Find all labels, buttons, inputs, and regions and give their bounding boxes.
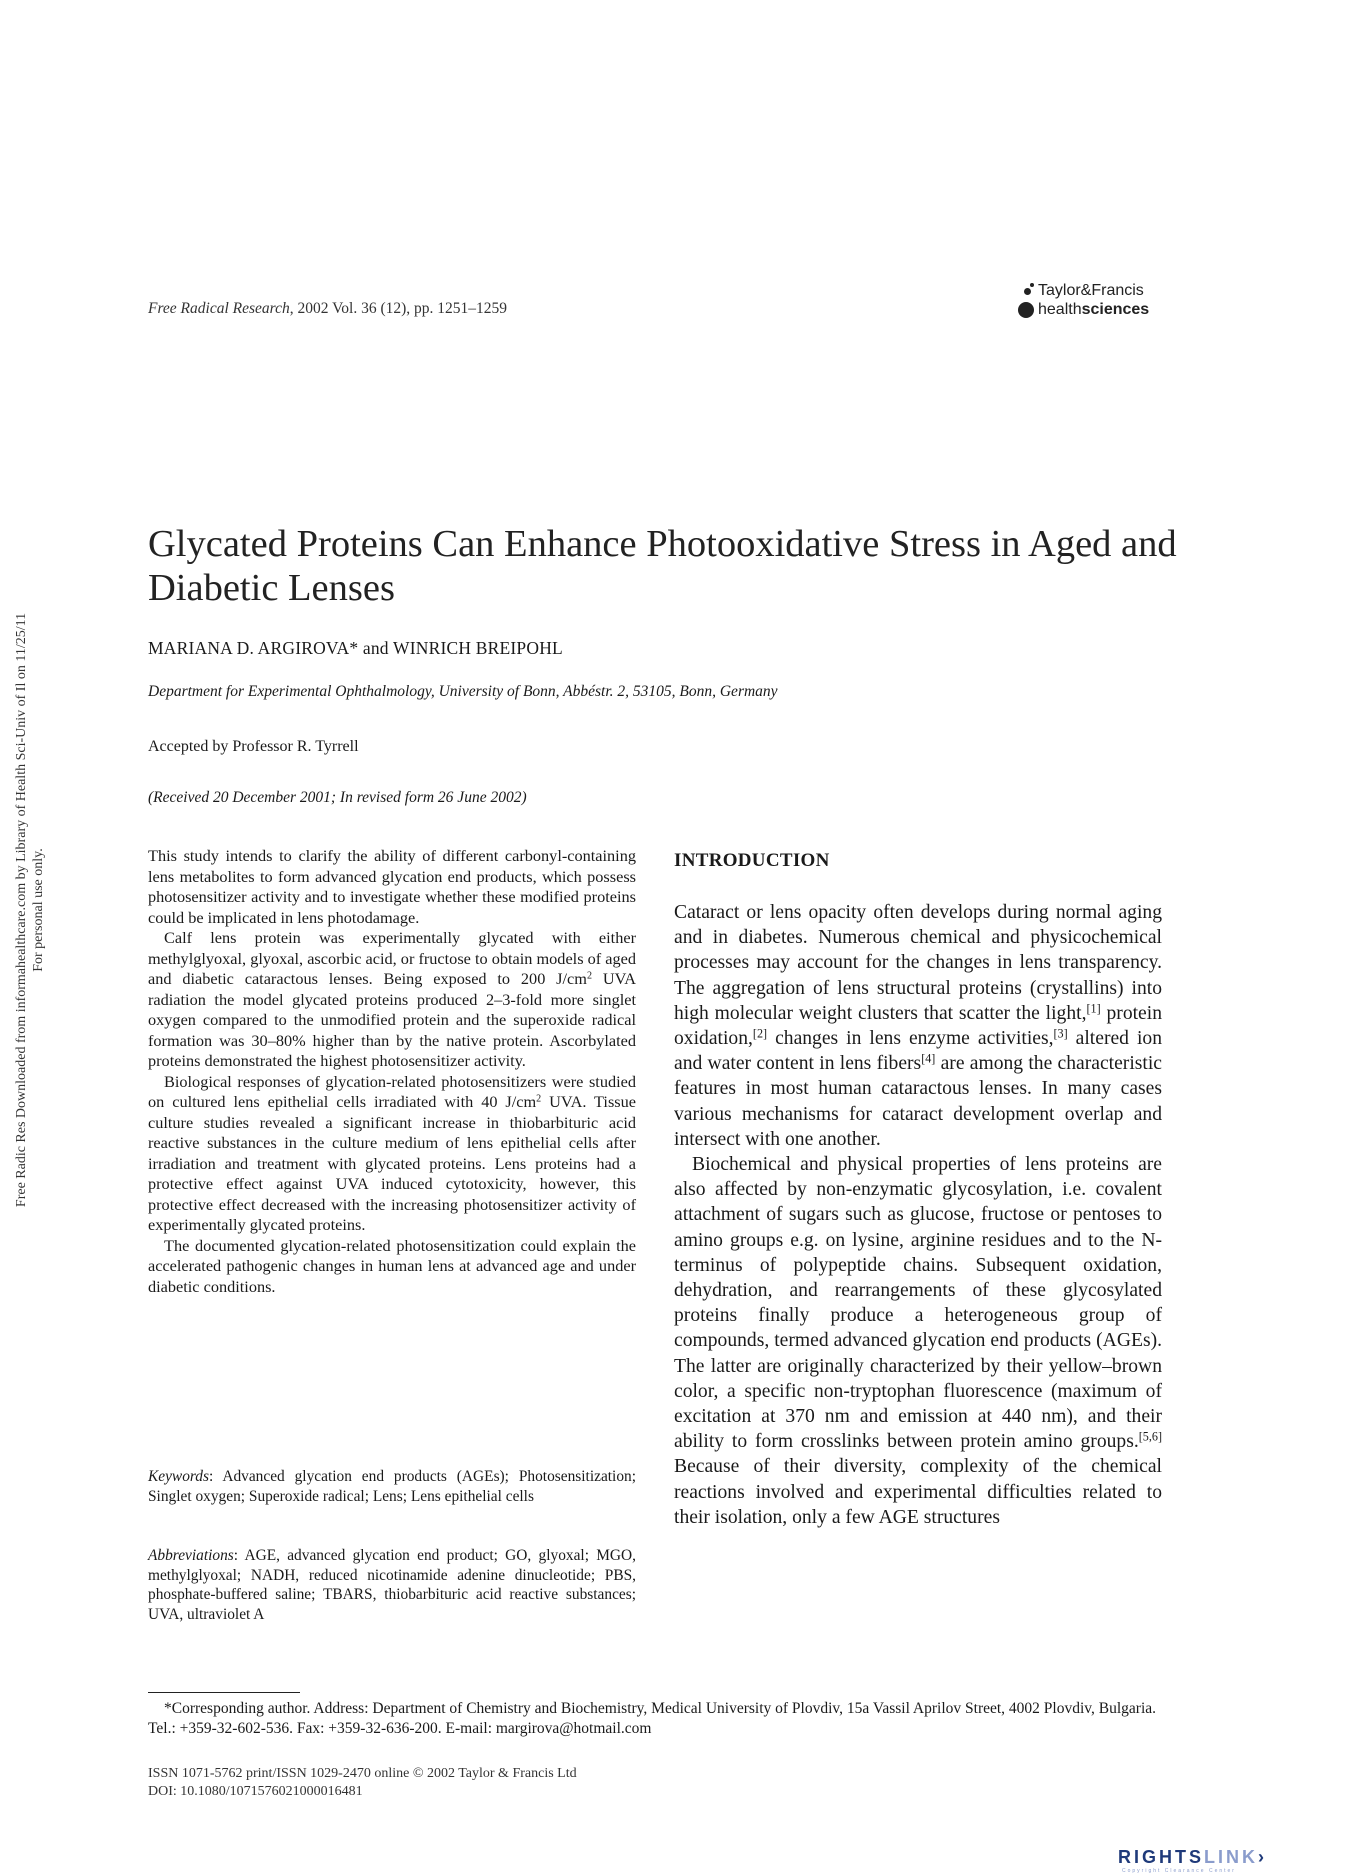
publisher-logo [1018, 282, 1170, 322]
logo-dot-large [1018, 302, 1034, 318]
abstract-paragraph-4: The documented glycation-related photosensitization could explain the accelerated pathogenic changes in human lens at advanced age and under diabetic conditions. [148, 1235, 636, 1296]
rightslink-logo [1118, 1847, 1267, 1868]
intro-paragraph-1: Cataract or lens opacity often develops during normal aging and in diabetes. Numerous chemical and physicochemical processes may account for the changes in lens transparency. The aggregation of lens structural proteins (crystallins) into high molecular weight clusters that scatter the light,[1] protein oxidation,[2] changes in lens enzyme activities,[3] altered ion and water content in lens fibers[4] are among the characteristic features in most human cataractous lenses. In many cases various mechanisms for cataract development overlap and intersect with one another. [674, 902, 1162, 1150]
abstract [148, 846, 636, 1297]
publisher-name: Taylor&Francis [1038, 282, 1144, 299]
rightslink-part2: LINK [1204, 1847, 1259, 1867]
abstract-paragraph-1: This study intends to clarify the ability of different carbonyl-containing lens metabolites to form advanced glycation end products, which possess photosensitizer activity and to investigate whether these modified proteins could be implicated in lens photodamage. [148, 846, 636, 927]
citation-ref: [3] [1053, 1026, 1068, 1041]
citation-ref: [4] [921, 1051, 936, 1066]
rightslink-subtitle: Copyright Clearance Center [1122, 1868, 1236, 1874]
citation-ref: [2] [752, 1026, 768, 1041]
article-authors: MARIANA D. ARGIROVA* and WINRICH BREIPOHL [148, 638, 563, 658]
received-dates: (Received 20 December 2001; In revised form 26 June 2002) [148, 789, 527, 806]
publisher-division [1038, 301, 1149, 319]
citation-ref: [1] [1086, 1001, 1101, 1016]
keywords-text: : Advanced glycation end products (AGEs); Photosensitization; Singlet oxygen; Superoxide radical; Lens; Lens epithelial cells [148, 1468, 636, 1505]
intro-paragraph-2: Biochemical and physical properties of lens proteins are also affected by non-enzymatic glycosylation, i.e. covalent attachment of sugars such as glucose, fructose or pentoses to amino groups e.g. on lysine, arginine residues and to the N-terminus of polypeptide chains. Subsequent oxidation, dehydration, and rearrangements of these glycosylated proteins finally produce a heterogeneous group of compounds, termed advanced glycation end products (AGEs). The latter are originally characterized by their yellow–brown color, a specific non-tryptophan fluorescence (maximum of excitation at 370 nm and emission at 440 nm), and their ability to form crosslinks between protein amino groups.[5,6] Because of their diversity, complexity of the chemical reactions involved and experimental difficulties related to their isolation, only a few AGE structures [674, 1154, 1162, 1528]
rightslink-part1: RIGHTS [1118, 1847, 1205, 1867]
journal-citation [148, 300, 507, 318]
journal-volume: , 2002 Vol. 36 (12), pp. 1251–1259 [289, 300, 508, 317]
publisher-division-a: health [1038, 301, 1082, 318]
chevron-icon: › [1258, 1847, 1268, 1867]
side-note-line1: Free Radic Res Downloaded from informahealthcare.com by Library of Health Sci-Univ of Il on 11/25/11 [14, 612, 29, 1208]
section-heading-introduction: INTRODUCTION [674, 850, 830, 871]
issn-doi-block [148, 1765, 577, 1800]
download-side-note [0, 520, 60, 1300]
introduction-body [674, 900, 1162, 1530]
corresponding-author-footnote: *Corresponding author. Address: Department of Chemistry and Biochemistry, Medical University of Plovdiv, 15a Vassil Aprilov Street, 4002 Plovdiv, Bulgaria. Tel.: +359-32-602-536. Fax: +359-32-636-200. E-mail: margirova@hotmail.com [148, 1700, 1157, 1737]
logo-dot-tiny [1030, 283, 1034, 287]
abbreviations [148, 1546, 636, 1624]
doi-line: DOI: 10.1080/1071576021000016481 [148, 1783, 363, 1799]
logo-dot-small [1024, 288, 1031, 295]
issn-line: ISSN 1071-5762 print/ISSN 1029-2470 online © 2002 Taylor & Francis Ltd [148, 1766, 577, 1781]
side-note-line2: For personal use only. [31, 848, 46, 972]
publisher-division-b: sciences [1081, 301, 1150, 318]
article-title: Glycated Proteins Can Enhance Photooxidative Stress in Aged and Diabetic Lenses [148, 523, 1177, 609]
abstract-paragraph-2: Calf lens protein was experimentally glycated with either methylglyoxal, glyoxal, ascorbic acid, or fructose to obtain models of aged and diabetic cataractous lenses. Being exposed to 200 $J/cm^2$ UVA radiation the model glycated proteins produced 2–3-fold more singlet oxygen compared to the unmodified protein and the superoxide radical formation was 30–80% higher than by the native protein. Ascorbylated proteins demonstrated the highest photosensitizer activity. [148, 928, 636, 1070]
article-affiliation: Department for Experimental Ophthalmology, University of Bonn, Abbéstr. 2, 53105, Bonn, Germany [148, 683, 778, 700]
abbreviations-label: Abbreviations [148, 1547, 234, 1564]
abbreviations-text: : AGE, advanced glycation end product; GO, glyoxal; MGO, methylglyoxal; NADH, reduced nicotinamide adenine dinucleotide; PBS, phosphate-buffered saline; TBARS, thiobarbituric acid reactive substances; UVA, ultraviolet A [148, 1547, 636, 1623]
keywords-label: Keywords [148, 1468, 209, 1485]
abstract-paragraph-3: Biological responses of glycation-related photosensitizers were studied on cultured lens epithelial cells irradiated with 40 $J/cm^2$ UVA. Tissue culture studies revealed a significant increase in thiobarbituric acid reactive substances in the culture medium of lens epithelial cells after irradiation and treatment with glycated proteins. Lens proteins had a protective effect against UVA induced cytotoxicity, however, this protective effect decreased with the increasing photosensitizer activity of experimentally glycated proteins. [148, 1071, 636, 1234]
accepted-by: Accepted by Professor R. Tyrrell [148, 738, 359, 755]
keywords [148, 1467, 636, 1506]
citation-ref: [5,6] [1138, 1429, 1162, 1444]
footnote-divider [148, 1692, 300, 1693]
journal-name: Free Radical Research [148, 300, 290, 317]
